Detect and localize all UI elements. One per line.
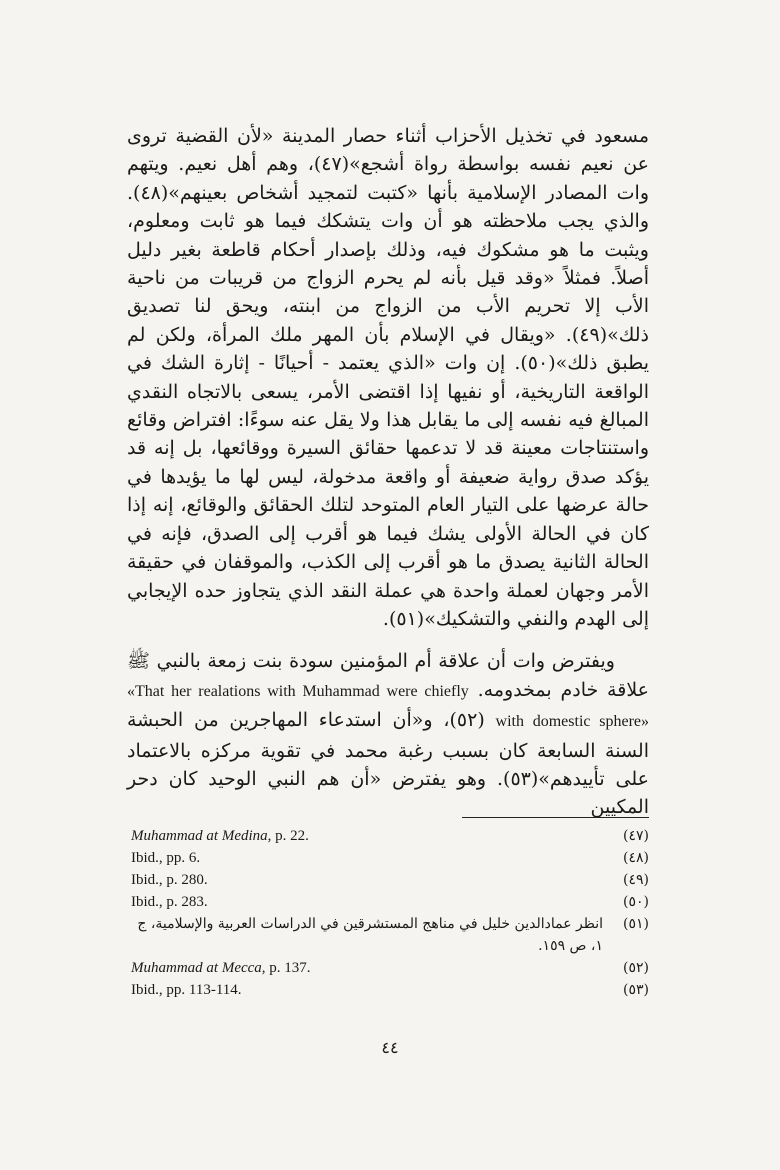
footnote-title: Muhammad at Mecca [131, 960, 262, 976]
footnote-48: Ibid., pp. 6. (٤٨) [131, 847, 649, 869]
footnote-52: Muhammad at Mecca, p. 137. (٥٢) [131, 957, 649, 979]
paragraph-1: مسعود في تخذيل الأحزاب أثناء حصار المدينة «لأن القضية تروى عن نعيم نفسه بواسطة رواة أشجع»(٤٧)، وهم أهل نعيم. ويتهم وات المصادر الإسلامية بأنها «كتبت لتمجيد أشخاص بعينهم»(٤٨). والذي يجب ملاحظته هو أن وات يتشكك فيما هو ثابت ومعلوم، ويثبت ما هو مشكوك فيه، وذلك بإصدار أحكام قاطعة بغير دليل أصلاً. فمثلاً «وقد قيل بأنه لم يحرم الزواج من قريبات من ناحية الأب إلا تحريم الأب من الزواج من ابنته، ويحق لنا تصديق ذلك»(٤٩). «ويقال في الإسلام بأن المهر ملك المرأة، ولكن لم يطبق ذلك»(٥٠). إن وات «الذي يعتمد - أحيانًا - إثارة الشك في الواقعة التاريخية، أو نفيها إذا اقتضى الأمر، يسعى بالاتجاه النقدي المبالغ فيه نفسه إلى ما يقابل هذا ولا يقل عنه سوءًا: افتراض وقائع واستنتاجات معينة قد لا تدعمها حقائق السيرة ووقائعها، بل إنه قد يؤكد صدق رواية ضعيفة أو واقعة مدخولة، ليس لها ما يؤيدها في حالة عرضها على التيار العام المتوحد لتلك الحقائق والوقائع، إنه إذا كان في الحالة الأولى يشك فيما هو أقرب إلى الصدق، فإنه في الحالة الثانية يصدق ما هو أقرب إلى الكذب، والموقفان في حقيقة الأمر وجهان لعملة واحدة هي عملة النقد الذي يتجاوز حده الإيجابي إلى الهدم والنفي والتشكيك»(٥١). [127, 125, 650, 630]
footnote-49: Ibid., p. 280. (٤٩) [131, 869, 649, 891]
footnote-47: Muhammad at Medina, p. 22. (٤٧) [131, 825, 649, 847]
footnotes [131, 825, 649, 1001]
footnote-number: (٤٩) [623, 872, 649, 888]
paragraph-2 [127, 647, 649, 821]
footnote-number: (٥٣) [623, 982, 649, 998]
footnote-number: (٥٢) [623, 960, 649, 976]
footnote-51: انظر عمادالدين خليل في مناهج المستشرقين في الدراسات العربية والإسلامية، ج ١، ص ١٥٩. (٥١) [131, 913, 649, 957]
footnote-divider [462, 817, 649, 818]
footnote-50: Ibid., p. 283. (٥٠) [131, 891, 649, 913]
paragraph-2-part-b: (٥٢)، و«أن استدعاء المهاجرين من الحبشة السنة السابعة كان بسبب رغبة محمد في تقوية مركزه بالاعتماد على تأييدهم»(٥٣). وهو يفترض «أن هم النبي الوحيد كان دحر المكيين [127, 709, 649, 819]
footnote-number: (٤٧) [623, 828, 649, 844]
footnote-number: (٥١) [623, 916, 649, 932]
page-number: ٤٤ [381, 1038, 399, 1057]
footnote-number: (٥٠) [623, 894, 649, 910]
english-quote: «That her realations with Muhammad were chiefly with domestic sphere» [127, 682, 650, 731]
footnote-title: Muhammad at Medina [131, 828, 268, 844]
paragraph-2-part-a: ويفترض وات أن علاقة أم المؤمنين سودة بنت زمعة بالنبي ﷺ علاقة خادم بمخدومه. [127, 650, 650, 701]
footnote-number: (٤٨) [623, 850, 649, 866]
footnote-53: Ibid., pp. 113-114. (٥٣) [131, 979, 649, 1001]
main-text [127, 122, 649, 822]
